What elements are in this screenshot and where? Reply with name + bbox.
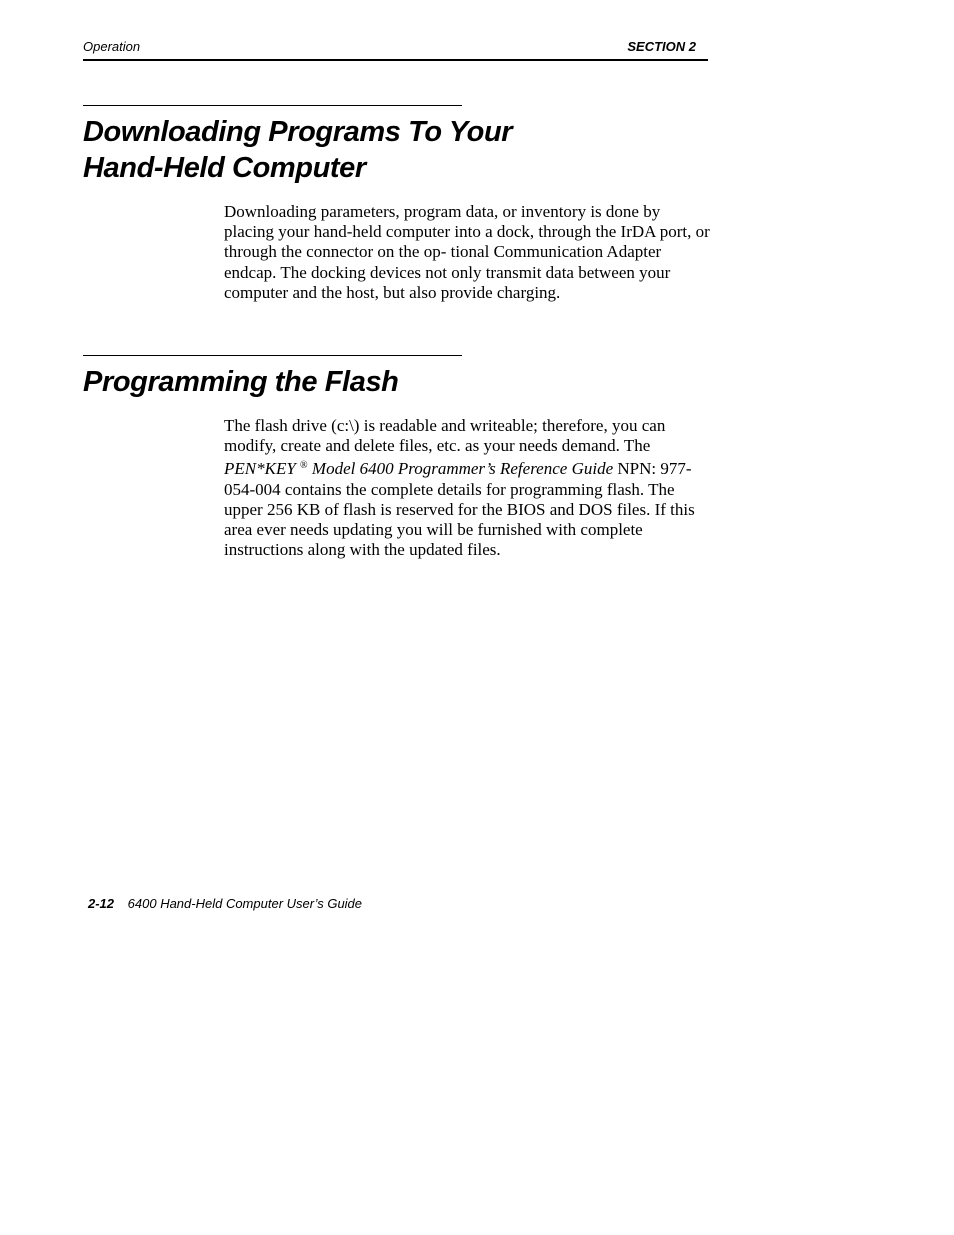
body-text-run: The flash drive (c:\) is readable and writeable; therefore, you can modify, create and delete files, etc. as your needs demand. The <box>224 416 666 456</box>
body-italic-run: PEN*KEY <box>224 459 296 479</box>
section-rule <box>83 355 462 356</box>
section-body-downloading: Downloading parameters, program data, or inventory is done by placing your hand-held computer into a dock, through the IrDA port, or through the connector on the op- tional Communication Adapter endcap. The docking devices not only transmit data between your computer and the host, but also provide charging. <box>224 202 710 302</box>
body-text-run: NPN: 977-054-004 contains the complete details for programming flash. The upper 256 KB of flash is reserved for the BIOS and DOS files. If this area ever needs updating you will be furnished with complete instructions along with the updated files. <box>224 459 695 560</box>
page-footer <box>88 896 362 911</box>
section-rule <box>83 105 462 106</box>
header-section: SECTION 2 <box>627 39 696 54</box>
page-header <box>83 38 708 61</box>
header-chapter: Operation <box>83 39 141 54</box>
section-heading-downloading <box>83 114 703 186</box>
footer-title: 6400 Hand-Held Computer User’s Guide <box>127 896 363 911</box>
page-number: 2-12 <box>88 896 115 911</box>
section-heading-flash: Programming the Flash <box>83 366 399 398</box>
body-italic-run: Model 6400 Programmer’s Reference Guide <box>311 459 614 479</box>
section-body-flash <box>224 416 710 560</box>
registered-mark: ® <box>300 460 308 472</box>
heading-line: Downloading Programs To Your <box>83 116 513 148</box>
heading-line: Hand-Held Computer <box>83 152 366 184</box>
